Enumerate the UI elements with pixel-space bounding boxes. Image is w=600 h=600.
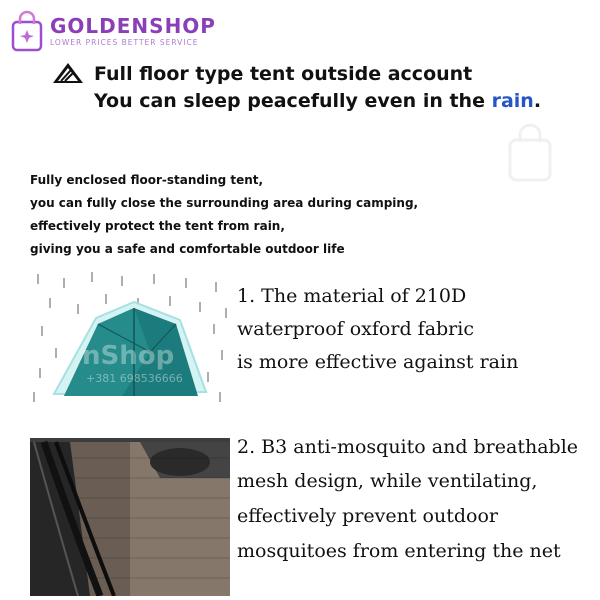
brand-name: GOLDENSHOP [50, 14, 216, 38]
headline-line-2 [94, 90, 541, 112]
intro-line: you can fully close the surrounding area during camping, [30, 196, 419, 210]
shopping-bag-logo-icon [10, 10, 44, 52]
watermark-bag-icon [506, 122, 554, 182]
headline-line-1: Full floor type tent outside account [94, 63, 473, 85]
mesh-window-image [30, 438, 230, 596]
brand-tagline: LOWER PRICES BETTER SERVICE [50, 38, 199, 47]
feature-1-line: 1. The material of 210D [237, 285, 467, 307]
feature-2-line: mesh design, while ventilating, [237, 470, 538, 492]
headline-line-2-suffix: . [533, 90, 542, 112]
headline-line-2-prefix: You can sleep peacefully even in the [94, 90, 492, 112]
image-watermark-text: nShop [82, 341, 175, 371]
tent-warning-icon [52, 62, 84, 84]
feature-1-line: is more effective against rain [237, 351, 519, 373]
feature-1-line: waterproof oxford fabric [237, 318, 474, 340]
feature-2-line: effectively prevent outdoor [237, 505, 498, 527]
tent-in-rain-image [30, 268, 230, 408]
intro-line: giving you a safe and comfortable outdoor life [30, 242, 345, 256]
image-watermark-phone: +381 698536666 [86, 372, 183, 385]
intro-line: Fully enclosed floor-standing tent, [30, 173, 264, 187]
intro-line: effectively protect the tent from rain, [30, 219, 285, 233]
feature-2-line: mosquitoes from entering the net [237, 540, 561, 562]
headline-highlight-rain: rain [491, 90, 534, 112]
feature-2-line: 2. B3 anti-mosquito and breathable [237, 436, 579, 458]
